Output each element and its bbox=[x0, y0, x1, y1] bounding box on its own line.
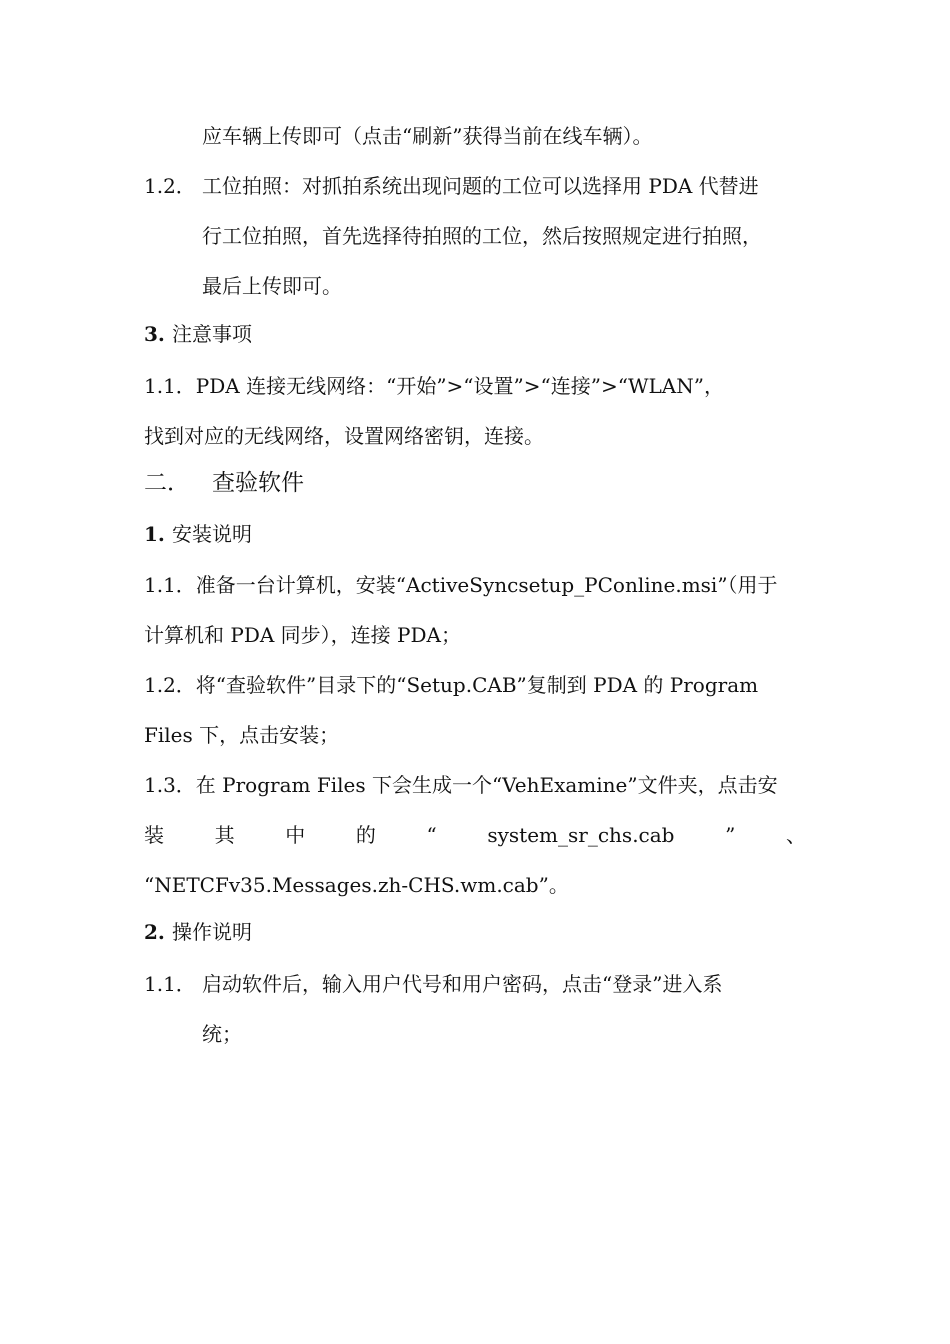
text-fragment: 装 bbox=[144, 823, 164, 847]
text-fragment: 、 bbox=[785, 823, 806, 847]
paragraph-line: 工位拍照：对抓拍系统出现问题的工位可以选择用 PDA 代替进 bbox=[202, 174, 759, 198]
item-number: 1.1． bbox=[144, 972, 196, 996]
paragraph-line: 应车辆上传即可（点击“刷新”获得当前在线车辆）。 bbox=[202, 124, 653, 148]
paragraph-line: 找到对应的无线网络，设置网络密钥，连接。 bbox=[144, 424, 544, 448]
text-fragment: “ bbox=[426, 823, 437, 847]
justified-line bbox=[144, 821, 806, 849]
paragraph-line: 统； bbox=[202, 1022, 242, 1046]
section-heading: 操作说明 bbox=[172, 920, 252, 944]
text-fragment: 中 bbox=[285, 823, 306, 847]
item-number: 1.2． bbox=[144, 174, 196, 198]
section-heading: 注意事项 bbox=[172, 322, 252, 346]
text-fragment: system_sr_chs.cab bbox=[487, 823, 675, 847]
section-number: 3. bbox=[144, 322, 165, 346]
paragraph-line: Files 下，点击安装； bbox=[144, 723, 340, 747]
paragraph-line: 行工位拍照，首先选择待拍照的工位，然后按照规定进行拍照， bbox=[202, 224, 762, 248]
paragraph-line: 最后上传即可。 bbox=[202, 274, 342, 298]
chapter-heading: 查验软件 bbox=[212, 470, 304, 496]
paragraph-line: 1.3．在 Program Files 下会生成一个“VehExamine”文件夹，点击安 bbox=[144, 773, 778, 797]
text-fragment: 其 bbox=[214, 823, 235, 847]
text-fragment: 的 bbox=[355, 823, 376, 847]
paragraph-line: 计算机和 PDA 同步），连接 PDA； bbox=[144, 623, 461, 647]
paragraph-line: 1.1．准备一台计算机，安装“ActiveSyncsetup_PConline.msi”（用于 bbox=[144, 573, 778, 597]
section-number: 2. bbox=[144, 920, 165, 944]
section-number: 1. bbox=[144, 522, 165, 546]
paragraph-line: 1.1．PDA 连接无线网络：“开始”>“设置”>“连接”>“WLAN”， bbox=[144, 374, 724, 398]
chapter-number: 二． bbox=[144, 470, 190, 496]
text-fragment: ” bbox=[725, 823, 736, 847]
paragraph-line: “NETCFv35.Messages.zh-CHS.wm.cab”。 bbox=[144, 873, 569, 897]
section-heading: 安装说明 bbox=[172, 522, 252, 546]
paragraph-line: 启动软件后，输入用户代号和用户密码，点击“登录”进入系 bbox=[202, 972, 723, 996]
paragraph-line: 1.2．将“查验软件”目录下的“Setup.CAB”复制到 PDA 的 Program bbox=[144, 673, 759, 697]
